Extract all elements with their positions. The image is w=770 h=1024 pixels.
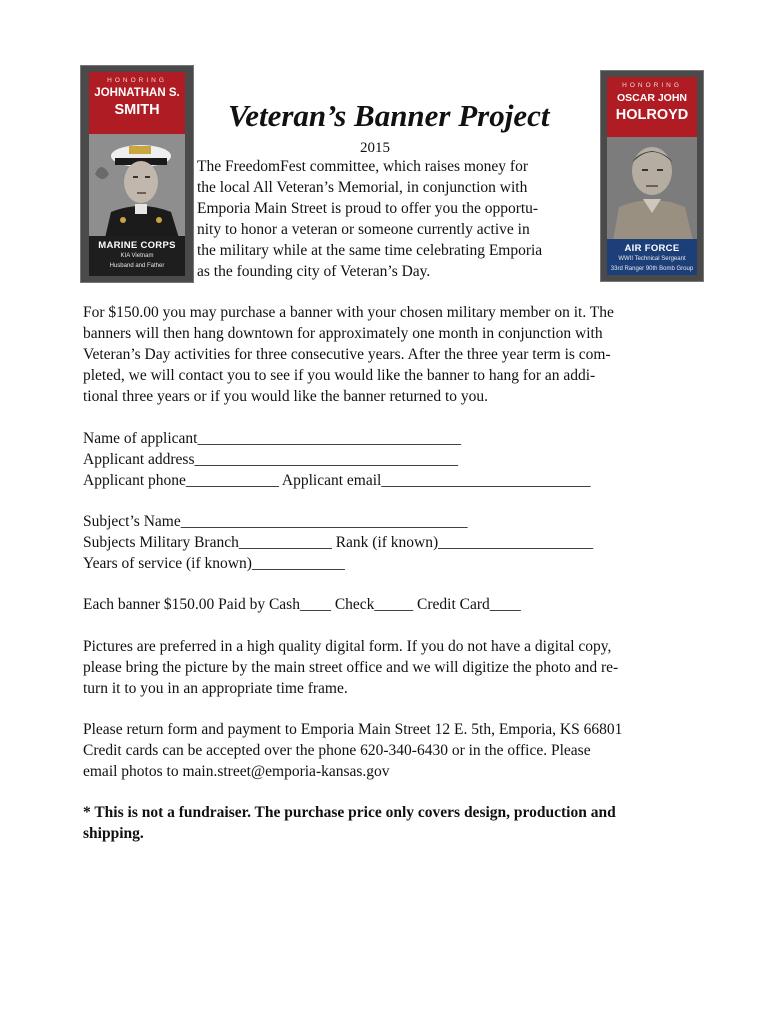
applicant-phone-email-field[interactable]: Applicant phone____________ Applicant email___________________________	[83, 472, 591, 489]
intro-paragraph	[197, 156, 592, 282]
paragraph-line: * This is not a fundraiser. The purchase price only covers design, production and	[83, 804, 616, 821]
banner-subtext-line1: KIA Vietnam	[120, 253, 154, 259]
banner-branch: AIR FORCE	[624, 243, 680, 254]
fundraiser-disclaimer	[83, 802, 703, 844]
page-title: Veteran’s Banner Project	[228, 98, 550, 133]
banner-subtext-line2: Husband and Father	[109, 262, 165, 269]
banner-image-right	[600, 70, 704, 282]
subject-fields	[83, 511, 703, 574]
subject-name-field[interactable]: Subject’s Name_____________________________________	[83, 513, 468, 530]
intro-line: The FreedomFest committee, which raises money for	[197, 158, 529, 175]
banner-image-left	[80, 65, 194, 283]
banner-honoring-label: HONORING	[107, 77, 167, 84]
paragraph-line: please bring the picture by the main street office and we will digitize the photo and re-	[83, 659, 619, 676]
applicant-fields	[83, 428, 703, 491]
banner-first-name: OSCAR JOHN	[616, 92, 687, 104]
years-of-service-field[interactable]: Years of service (if known)____________	[83, 555, 345, 572]
paragraph-line: For $150.00 you may purchase a banner with your chosen military member on it. The	[83, 304, 614, 321]
banner-header	[89, 72, 185, 134]
paragraph-line: pleted, we will contact you to see if you would like the banner to hang for an addi-	[83, 367, 596, 384]
paragraph-line: turn it to you in an appropriate time frame.	[83, 680, 348, 697]
applicant-name-field[interactable]: Name of applicant__________________________________	[83, 430, 461, 447]
banner-purchase-paragraph	[83, 302, 703, 407]
banner-footer	[607, 239, 697, 275]
banner-subtext-line2: 33rd Ranger 90th Bomb Group	[610, 265, 694, 272]
paragraph-line: Please return form and payment to Emporia Main Street 12 E. 5th, Emporia, KS 66801	[83, 721, 623, 738]
pictures-paragraph	[83, 636, 703, 699]
marine-portrait-illustration	[89, 134, 185, 238]
paragraph-line: banners will then hang downtown for approximately one month in conjunction with	[83, 325, 603, 342]
year-label: 2015	[360, 140, 390, 156]
payment-section	[83, 594, 703, 615]
banner-footer	[89, 236, 185, 276]
banner-subtext-line1: WWII Technical Sergeant	[618, 256, 686, 262]
airman-portrait-illustration	[607, 137, 697, 241]
banner-last-name: HOLROYD	[615, 107, 689, 123]
paragraph-line: Credit cards can be accepted over the phone 620-340-6430 or in the office. Please	[83, 742, 591, 759]
paragraph-line: email photos to main.street@emporia-kansas.gov	[83, 763, 390, 780]
military-branch-rank-field[interactable]: Subjects Military Branch____________ Rank (if known)____________________	[83, 534, 594, 551]
payment-method-field[interactable]: Each banner $150.00 Paid by Cash____ Check_____ Credit Card____	[83, 596, 521, 613]
banner-last-name: SMITH	[114, 102, 160, 118]
paragraph-line: shipping.	[83, 825, 144, 842]
banner-header	[607, 77, 697, 137]
marine-portrait-photo	[89, 134, 185, 238]
applicant-address-field[interactable]: Applicant address__________________________________	[83, 451, 458, 468]
intro-line: as the founding city of Veteran’s Day.	[197, 263, 431, 280]
banner-first-name: JOHNATHAN S.	[94, 87, 180, 99]
intro-line: Emporia Main Street is proud to offer you the opportu-	[197, 200, 539, 217]
banner-honoring-label: HONORING	[622, 82, 682, 89]
intro-line: nity to honor a veteran or someone currently active in	[197, 221, 530, 238]
paragraph-line: Veteran’s Day activities for three consecutive years. After the three year term is com-	[83, 346, 611, 363]
paragraph-line: tional three years or if you would like the banner returned to you.	[83, 388, 489, 405]
return-instructions-paragraph	[83, 719, 703, 782]
banner-branch: MARINE CORPS	[98, 240, 176, 251]
intro-line: the military while at the same time celebrating Emporia	[197, 242, 543, 259]
paragraph-line: Pictures are preferred in a high quality digital form. If you do not have a digital copy,	[83, 638, 612, 655]
intro-line: the local All Veteran’s Memorial, in conjunction with	[197, 179, 528, 196]
airman-portrait-photo	[607, 137, 697, 241]
